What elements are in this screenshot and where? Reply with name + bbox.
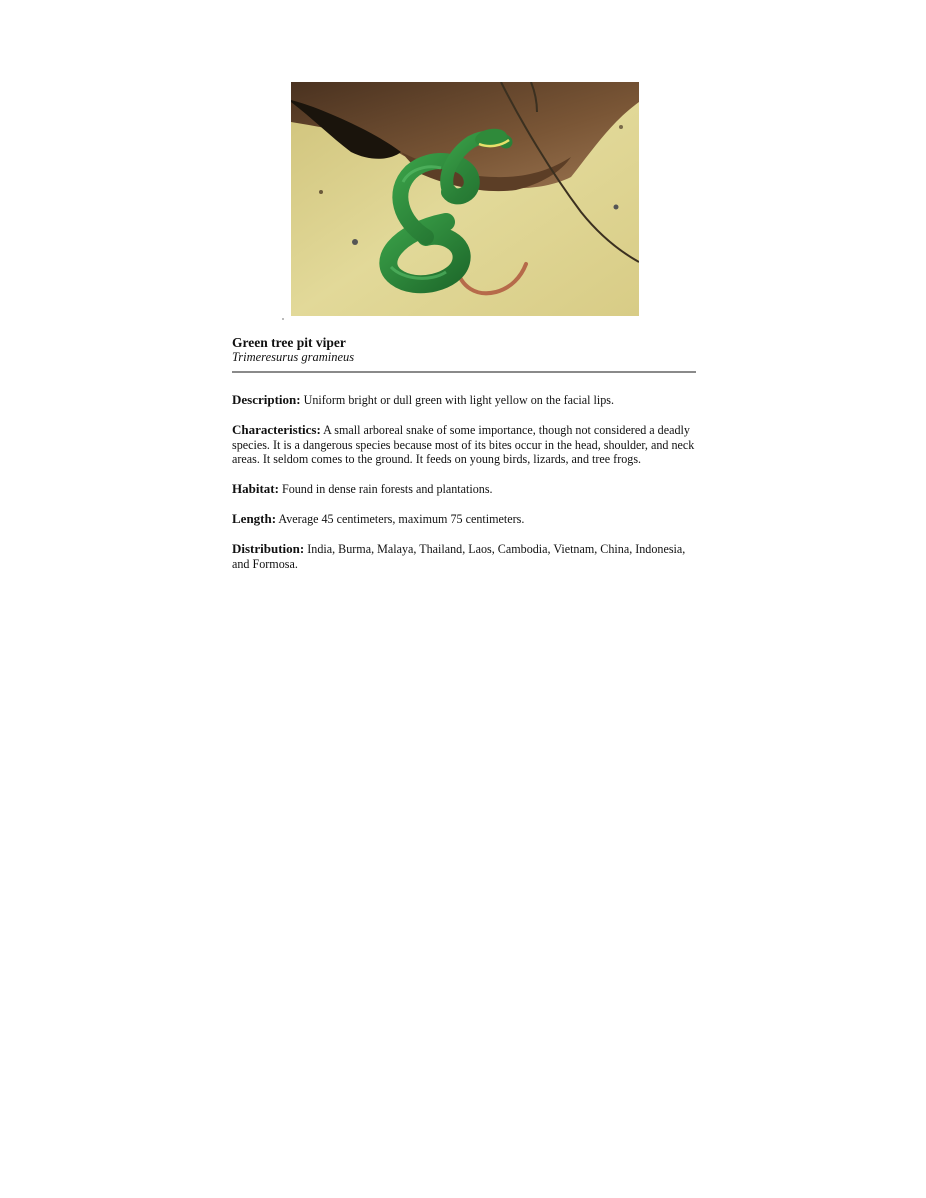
habitat-paragraph	[232, 482, 696, 497]
length-paragraph	[232, 512, 696, 527]
characteristics-text: A small arboreal snake of some importance, though not considered a deadly species. It is a dangerous species because most of its bites occur in the head, shoulder, and neck areas. It seldom comes to the ground. It feeds on young birds, lizards, and tree frogs.	[232, 423, 695, 466]
species-details	[232, 393, 696, 587]
length-text: Average 45 centimeters, maximum 75 centimeters.	[278, 512, 525, 526]
characteristics-label: Characteristics:	[232, 422, 321, 437]
divider-rule	[232, 371, 696, 373]
habitat-label: Habitat:	[232, 481, 279, 496]
common-name: Green tree pit viper	[232, 335, 346, 350]
species-heading	[232, 335, 696, 365]
distribution-paragraph	[232, 542, 696, 571]
snake-photo-illustration	[291, 82, 639, 316]
characteristics-paragraph	[232, 423, 696, 467]
distribution-label: Distribution:	[232, 541, 305, 556]
snake-photo	[291, 82, 639, 316]
description-label: Description:	[232, 392, 301, 407]
length-label: Length:	[232, 511, 277, 526]
description-text: Uniform bright or dull green with light yellow on the facial lips.	[303, 393, 614, 407]
distribution-text: India, Burma, Malaya, Thailand, Laos, Cambodia, Vietnam, China, Indonesia, and Formosa.	[232, 542, 686, 571]
scientific-name: Trimeresurus gramineus	[232, 350, 355, 364]
habitat-text: Found in dense rain forests and plantations.	[281, 482, 493, 496]
scan-speck	[282, 318, 284, 320]
description-paragraph	[232, 393, 696, 408]
